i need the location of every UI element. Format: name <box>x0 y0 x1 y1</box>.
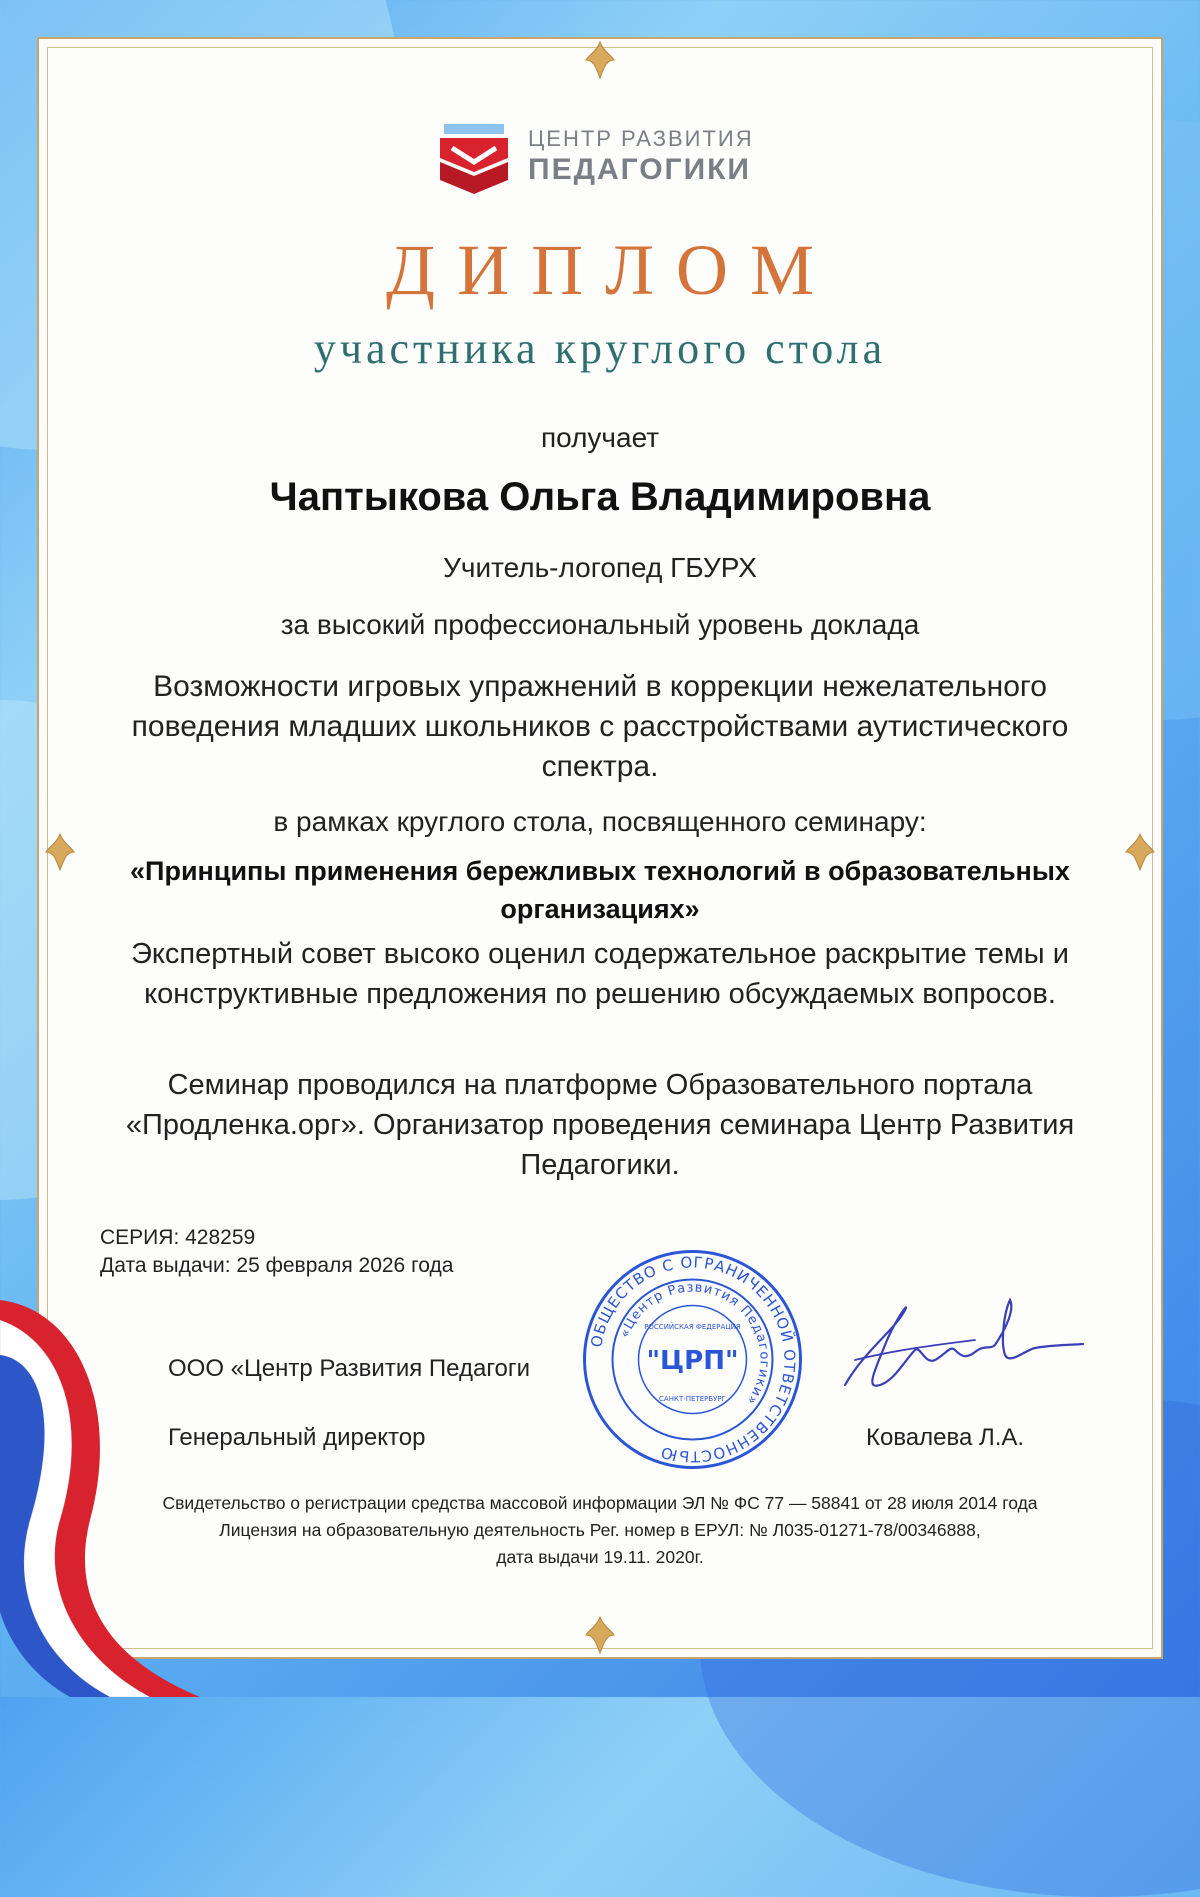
issue-date: Дата выдачи: 25 февраля 2026 года <box>100 1254 454 1277</box>
logo-line-1: ЦЕНТР РАЗВИТИЯ <box>528 126 754 151</box>
organization-name: ООО «Центр Развития Педагоги <box>168 1355 531 1382</box>
diploma-subtitle: участника круглого стола <box>313 324 887 373</box>
footer-registration: Свидетельство о регистрации средства массовой информации ЭЛ № ФС 77 — 58841 от 28 июля 2014 года <box>162 1493 1038 1513</box>
stamp-federation: РОССИЙСКАЯ ФЕДЕРАЦИЯ <box>644 1323 741 1331</box>
award-reason: за высокий профессиональный уровень доклада <box>280 609 920 640</box>
seal-stamp-icon <box>580 1247 805 1472</box>
footer-license-date: дата выдачи 19.11. 2020г. <box>496 1547 704 1567</box>
stamp-center: "ЦРП" <box>646 1346 739 1376</box>
frame-ornament-icon <box>584 1615 616 1655</box>
diploma-title: ДИПЛОМ <box>386 230 836 310</box>
logo-wordmark <box>528 125 754 187</box>
frame-ornament-icon <box>584 40 616 80</box>
receives-label: получает <box>540 422 660 453</box>
director-title: Генеральный директор <box>168 1424 426 1451</box>
platform-info: Семинар проводился на платформе Образовательного портала «Продленка.орг». Организатор проведения семинара Центр Развития Педагогики. <box>125 1069 1075 1181</box>
handwritten-signature-icon <box>835 1290 1085 1410</box>
expert-evaluation: Экспертный совет высоко оценил содержательное раскрытие темы и конструктивные предложения по решению обсуждаемых вопросов. <box>131 938 1069 1010</box>
frame-ornament-icon <box>1124 832 1156 872</box>
stamp-outer-text: ОБЩЕСТВО С ОГРАНИЧЕННОЙ ОТВЕТСТВЕННОСТЬЮ <box>587 1253 799 1466</box>
stamp-inner-text: «Центр Развития Педагогики» <box>617 1280 772 1409</box>
logo-line-2: ПЕДАГОГИКИ <box>528 153 751 186</box>
report-title: Возможности игровых упражнений в коррекции нежелательного поведения младших школьников с расстройствами аутистического спектра. <box>131 670 1069 783</box>
seminar-title: «Принципы применения бережливых технологий в образовательных организациях» <box>130 856 1070 924</box>
stamp-city: САНКТ-ПЕТЕРБУРГ <box>659 1395 726 1403</box>
signer-name: Ковалева Л.А. <box>866 1424 1025 1451</box>
recipient-name: Чаптыкова Ольга Владимировна <box>269 475 931 519</box>
recipient-position: Учитель-логопед ГБУРХ <box>443 552 757 583</box>
event-context: в рамках круглого стола, посвященного семинару: <box>273 806 927 837</box>
series-number: СЕРИЯ: 428259 <box>100 1226 256 1249</box>
frame-ornament-icon <box>44 832 76 872</box>
footer-license: Лицензия на образовательную деятельность Рег. номер в ЕРУЛ: № Л035-01271-78/00346888, <box>219 1520 981 1540</box>
